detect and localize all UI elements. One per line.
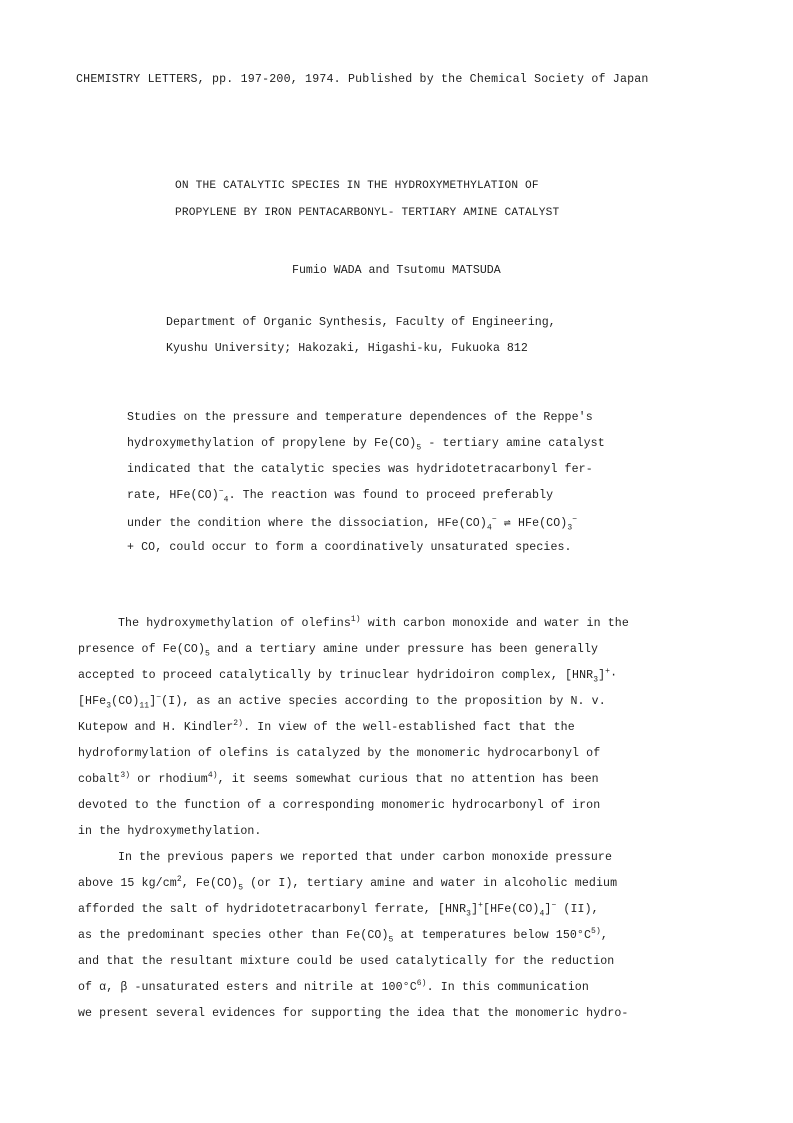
body-line: accepted to proceed catalytically by trinuclear hydridoiron complex, $[HNR_3]^+\cdot$ [78, 667, 618, 685]
body-line: afforded the salt of hydridotetracarbonyl ferrate, $[HNR_3]^+[HFe(CO)_4]^-$ (II), [78, 901, 599, 919]
affiliation-line-2: Kyushu University; Hakozaki, Higashi-ku, Fukuoka 812 [166, 342, 528, 355]
body-line: presence of $Fe(CO)_5$ and a tertiary amine under pressure has been generally [78, 643, 599, 659]
body-line: of α, β -unsaturated esters and nitrile at $100^\circ C^{6)}$. In this communication [78, 979, 589, 994]
body-line: in the hydroxymethylation. [78, 825, 262, 838]
abstract-line: + CO, could occur to form a coordinatively unsaturated species. [127, 541, 572, 554]
body-line: $[HFe_3(CO)_{11}]^-(I)$, as an active species according to the proposition by N. v. [78, 693, 606, 711]
body-line: hydroformylation of olefins is catalyzed by the monomeric hydrocarbonyl of [78, 747, 601, 760]
abstract-line: rate, $HFe(CO)^-_4$. The reaction was found to proceed preferably [127, 487, 554, 505]
equilibrium-arrow-icon: ⇌ [496, 517, 518, 530]
journal-header: CHEMISTRY LETTERS, pp. 197-200, 1974. Published by the Chemical Society of Japan [76, 73, 649, 86]
abstract-line: indicated that the catalytic species was hydridotetracarbonyl fer- [127, 463, 593, 476]
body-line: In the previous papers we reported that under carbon monoxide pressure [118, 851, 613, 864]
abstract-line: under the condition where the dissociation, $HFe(CO)_4^-$ ⇌ $HFe(CO)_3^-$ [127, 515, 578, 533]
affiliation-line-1: Department of Organic Synthesis, Faculty of Engineering, [166, 316, 556, 329]
body-line: devoted to the function of a corresponding monomeric hydrocarbonyl of iron [78, 799, 601, 812]
paper-title-line-2: PROPYLENE BY IRON PENTACARBONYL- TERTIARY AMINE CATALYST [175, 207, 560, 219]
body-line: cobalt$^{3)}$ or rhodium$^{4)}$, it seems somewhat curious that no attention has been [78, 771, 599, 786]
body-line: above 15 $kg/cm^2$, $Fe(CO)_5$ (or I), tertiary amine and water in alcoholic medium [78, 875, 618, 893]
body-line: we present several evidences for supporting the idea that the monomeric hydro- [78, 1007, 629, 1020]
abstract-line: Studies on the pressure and temperature dependences of the Reppe's [127, 411, 593, 424]
body-line: and that the resultant mixture could be used catalytically for the reduction [78, 955, 615, 968]
abstract-line: hydroxymethylation of propylene by $Fe(CO)_5$ - tertiary amine catalyst [127, 437, 605, 453]
body-line: as the predominant species other than $Fe(CO)_5$ at temperatures below $150^\circ C^{5)}$, [78, 927, 608, 945]
body-line: The hydroxymethylation of olefins$^{1)}$ with carbon monoxide and water in the [118, 615, 629, 630]
body-line: Kutepow and H. Kindler$^{2)}$. In view of the well-established fact that the [78, 719, 575, 734]
authors: Fumio WADA and Tsutomu MATSUDA [292, 264, 501, 277]
paper-title-line-1: ON THE CATALYTIC SPECIES IN THE HYDROXYMETHYLATION OF [175, 180, 539, 192]
